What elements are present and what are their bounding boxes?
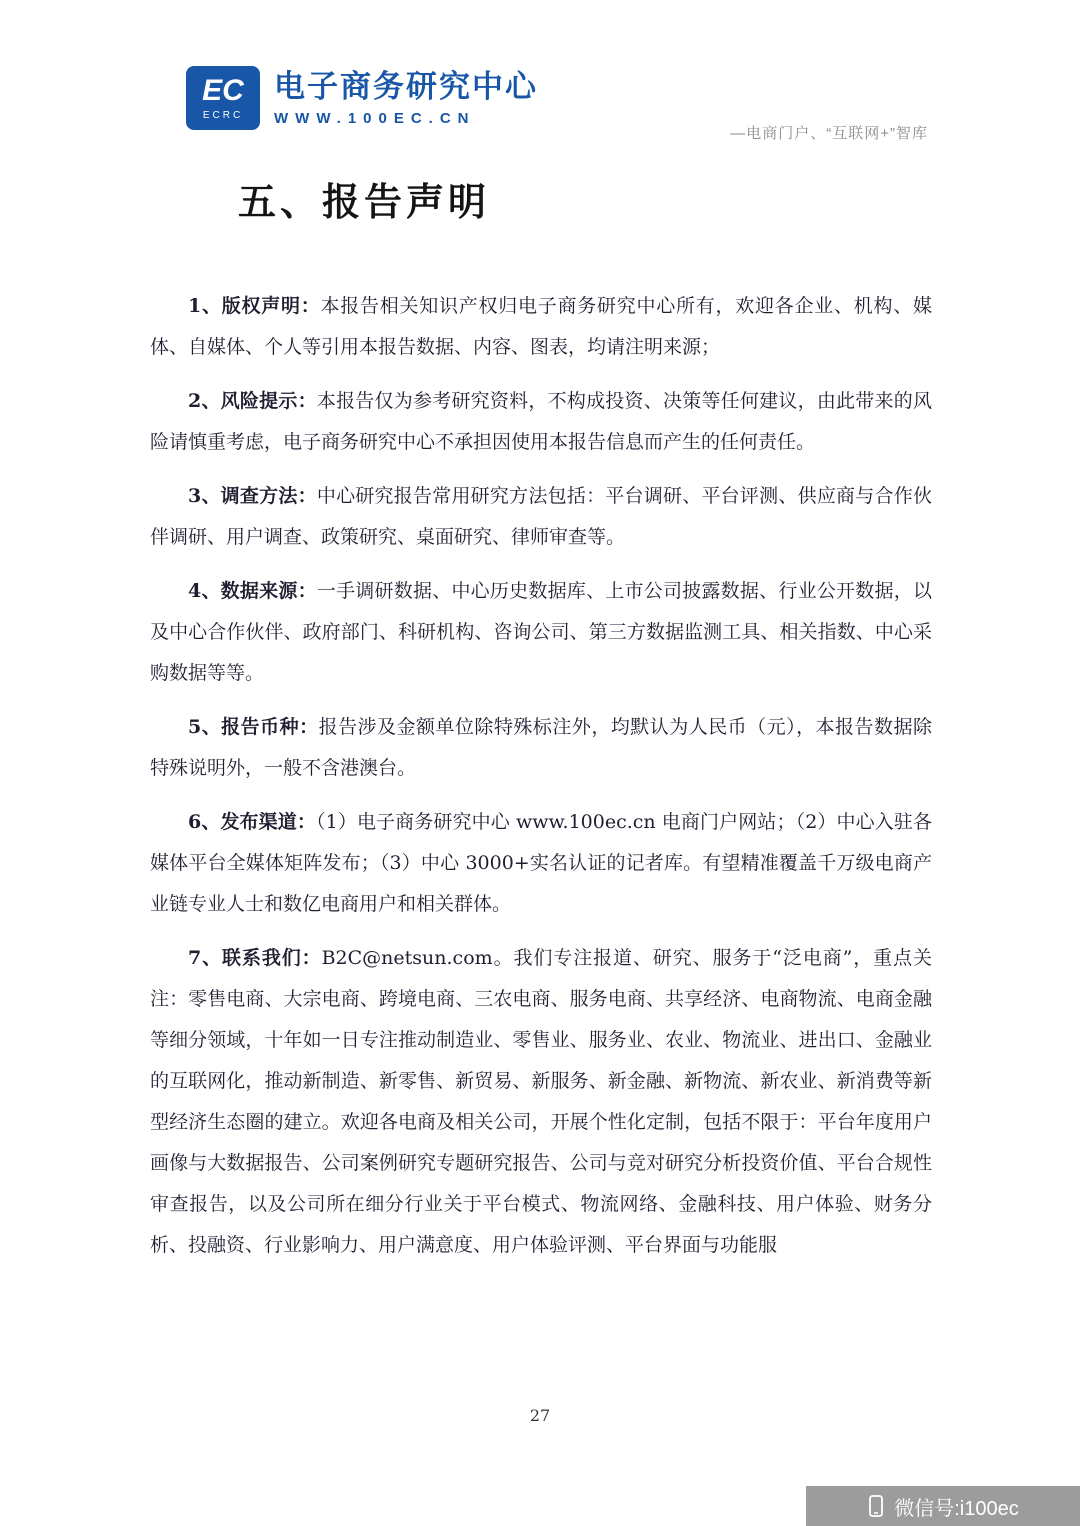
paragraph-copyright xyxy=(150,286,932,368)
wechat-bar xyxy=(806,1486,1080,1526)
paragraph-data-source-text: 一手调研数据、中心历史数据库、上市公司披露数据、行业公开数据，以及中心合作伙伴、政府部门、科研机构、咨询公司、第三方数据监测工具、相关指数、中心采购数据等等。 xyxy=(150,580,932,684)
paragraph-method-label: 3、调查方法： xyxy=(188,485,317,507)
paragraph-method xyxy=(150,476,932,558)
header xyxy=(186,66,538,130)
paragraph-currency xyxy=(150,707,932,789)
paragraph-contact-text: B2C@netsun.com。我们专注报道、研究、服务于“泛电商”，重点关注：零售电商、大宗电商、跨境电商、三农电商、服务电商、共享经济、电商物流、电商金融等细分领域，十年如一日专注推动制造业、零售业、服务业、农业、物流业、进出口、金融业的互联网化，推动新制造、新零售、新贸易、新服务、新金融、新物流、新农业、新消费等新型经济生态圈的建立。欢迎各电商及相关公司，开展个性化定制，包括不限于：平台年度用户画像与大数据报告、公司案例研究专题研究报告、公司与竞对研究分析投资价值、平台合规性审查报告，以及公司所在细分行业关于平台模式、物流网络、金融科技、用户体验、财务分析、投融资、行业影响力、用户满意度、用户体验评测、平台界面与功能服 xyxy=(150,947,932,1256)
ecrc-logo-icon xyxy=(186,66,260,130)
paragraph-contact xyxy=(150,938,932,1266)
paragraph-risk-label: 2、风险提示： xyxy=(188,390,317,412)
org-url: WWW.100EC.CN xyxy=(274,109,476,127)
paragraph-currency-label: 5、报告币种： xyxy=(188,716,319,738)
paragraph-risk-text: 本报告仅为参考研究资料，不构成投资、决策等任何建议，由此带来的风险请慎重考虑，电子商务研究中心不承担因使用本报告信息而产生的任何责任。 xyxy=(150,390,932,453)
paragraph-channels-text: （1）电子商务研究中心 www.100ec.cn 电商门户网站；（2）中心入驻各媒体平台全媒体矩阵发布；（3）中心 3000+实名认证的记者库。有望精准覆盖千万级电商产业链专业人士和数亿电商用户和相关群体。 xyxy=(150,811,932,915)
paragraph-copyright-label: 1、版权声明： xyxy=(188,295,321,317)
logo-ec-text: EC xyxy=(202,73,244,107)
paragraph-currency-text: 报告涉及金额单位除特殊标注外，均默认为人民币（元），本报告数据除特殊说明外，一般不含港澳台。 xyxy=(150,716,932,779)
phone-icon xyxy=(867,1495,885,1517)
paragraph-contact-label: 7、联系我们： xyxy=(188,947,322,969)
paragraph-channels-label: 6、发布渠道： xyxy=(188,811,317,833)
paragraph-copyright-text: 本报告相关知识产权归电子商务研究中心所有，欢迎各企业、机构、媒体、自媒体、个人等引用本报告数据、内容、图表，均请注明来源； xyxy=(150,295,932,358)
page-title: 五、报告声明 xyxy=(238,179,491,225)
logo-ecrc-text: ECRC xyxy=(202,109,244,121)
page-number: 27 xyxy=(529,1406,551,1425)
paragraph-channels xyxy=(150,802,932,925)
paragraph-method-text: 中心研究报告常用研究方法包括：平台调研、平台评测、供应商与合作伙伴调研、用户调查、政策研究、桌面研究、律师审查等。 xyxy=(150,485,932,548)
paragraph-risk xyxy=(150,381,932,463)
paragraph-data-source-label: 4、数据来源： xyxy=(188,580,317,602)
tagline: —电商门户、“互联网+”智库 xyxy=(730,125,928,142)
logo-text xyxy=(274,69,538,127)
paragraph-data-source xyxy=(150,571,932,694)
wechat-id: 微信号:i100ec xyxy=(894,1497,1019,1520)
report-statement-body xyxy=(150,286,932,1279)
org-name: 电子商务研究中心 xyxy=(274,69,538,105)
